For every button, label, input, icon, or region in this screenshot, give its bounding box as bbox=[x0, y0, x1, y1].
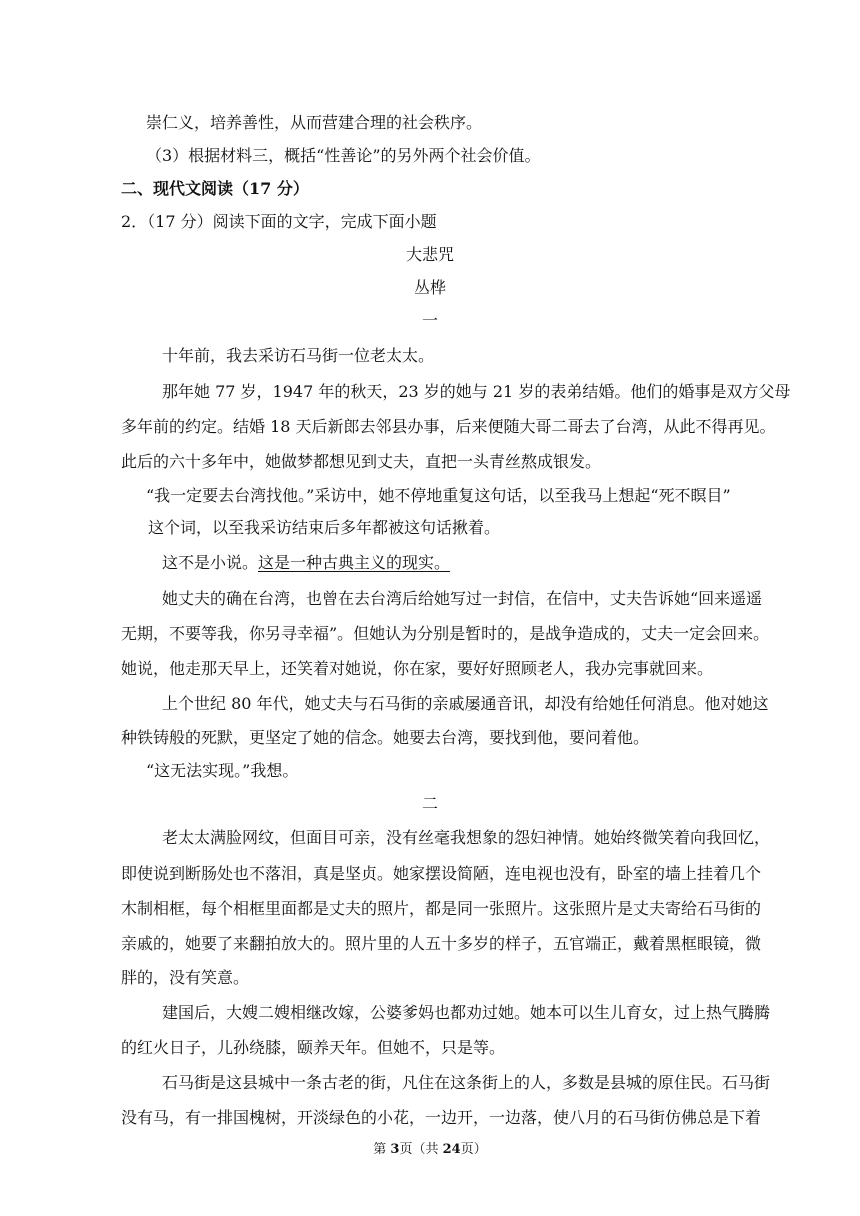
paragraph-line: 石马街是这县城中一条古老的街，凡住在这条街上的人，多数是县城的原住民。石马街 bbox=[162, 1073, 771, 1092]
article-author: 丛桦 bbox=[413, 278, 446, 297]
plain-text: 这不是小说。 bbox=[162, 553, 259, 572]
footer-text: 页） bbox=[460, 1142, 487, 1157]
paragraph-line: “这无法实现。”我想。 bbox=[146, 761, 299, 780]
paragraph-line: “我一定要去台湾找他。”采访中，她不停地重复这句话，以至我马上想起“死不瞑目” bbox=[146, 486, 731, 505]
paragraph-line: 种铁铸般的死默，更坚定了她的信念。她要去台湾，要找到他，要问着他。 bbox=[121, 728, 650, 747]
paragraph-line: 她丈夫的确在台湾，也曾在去台湾后给她写过一封信，在信中，丈夫告诉她“回来遥遥 bbox=[162, 589, 763, 608]
paragraph-line: 此后的六十多年中，她做梦都想见到丈夫，直把一头青丝熬成银发。 bbox=[121, 452, 602, 471]
paragraph-line: 木制相框，每个相框里面都是丈夫的照片，都是同一张照片。这张照片是丈夫寄给石马街的 bbox=[121, 899, 762, 918]
paragraph-line: 没有马，有一排国槐树，开淡绿色的小花，一边开，一边落，使八月的石马街仿佛总是下着 bbox=[121, 1108, 762, 1127]
paragraph-line: 即使说到断肠处也不落泪，真是坚贞。她家摆设简陋，连电视也没有，卧室的墙上挂着几个 bbox=[121, 864, 762, 883]
paragraph-line: 亲戚的，她要了来翻拍放大的。照片里的人五十多岁的样子，五官端正，戴着黑框眼镜，微 bbox=[121, 934, 762, 953]
text-line: 崇仁义，培养善性，从而营建合理的社会秩序。 bbox=[146, 113, 483, 132]
underlined-sentence: 这是一种古典主义的现实。 bbox=[258, 553, 451, 572]
paragraph-line: 胖的，没有笑意。 bbox=[121, 968, 250, 987]
paragraph-line: 老太太满脸网纹，但面目可亲，没有丝毫我想象的怨妇神情。她始终微笑着向我回忆， bbox=[162, 828, 771, 847]
paragraph-line: 那年她 77 岁，1947 年的秋天，23 岁的她与 21 岁的表弟结婚。他们的婚事是双方父母 bbox=[162, 382, 791, 401]
question-2-prompt: 2．（17 分）阅读下面的文字，完成下面小题 bbox=[121, 212, 437, 231]
paragraph-line: 这个词，以至我采访结束后多年都被这句话揪着。 bbox=[148, 518, 501, 537]
paragraph-line: 的红火日子，儿孙绕膝，颐养天年。但她不，只是等。 bbox=[121, 1038, 506, 1057]
paragraph-line: 她说，他走那天早上，还笑着对她说，你在家，要好好照顾老人，我办完事就回来。 bbox=[121, 659, 714, 678]
page-number: 3 bbox=[390, 1142, 400, 1157]
page-footer bbox=[0, 1142, 860, 1158]
paragraph-line: 建国后，大嫂二嫂相继改嫁，公婆爹妈也都劝过她。她本可以生儿育女，过上热气腾腾 bbox=[162, 1003, 771, 1022]
question-3: （3）根据材料三，概括“性善论”的另外两个社会价值。 bbox=[146, 146, 541, 165]
paragraph-line: 上个世纪 80 年代，她丈夫与石马街的亲戚屡通音讯，却没有给她任何消息。他对她这 bbox=[162, 694, 769, 713]
page-total: 24 bbox=[442, 1142, 461, 1157]
section-number-1: 一 bbox=[421, 311, 438, 330]
article-title: 大悲咒 bbox=[405, 245, 454, 264]
section-heading-modern-reading: 二、现代文阅读（17 分） bbox=[121, 179, 309, 198]
footer-text: 页（共 bbox=[399, 1142, 443, 1157]
paragraph-line bbox=[162, 553, 450, 573]
paragraph-line: 无期，不要等我，你另寻幸福”。但她认为分别是暂时的，是战争造成的，丈夫一定会回来。 bbox=[121, 624, 770, 643]
paragraph-line: 十年前，我去采访石马街一位老太太。 bbox=[162, 346, 435, 365]
paragraph-line: 多年前的约定。结婚 18 天后新郎去邻县办事，后来便随大哥二哥去了台湾，从此不得再见。 bbox=[121, 417, 776, 436]
section-number-2: 二 bbox=[421, 794, 438, 813]
footer-text: 第 bbox=[373, 1142, 391, 1157]
